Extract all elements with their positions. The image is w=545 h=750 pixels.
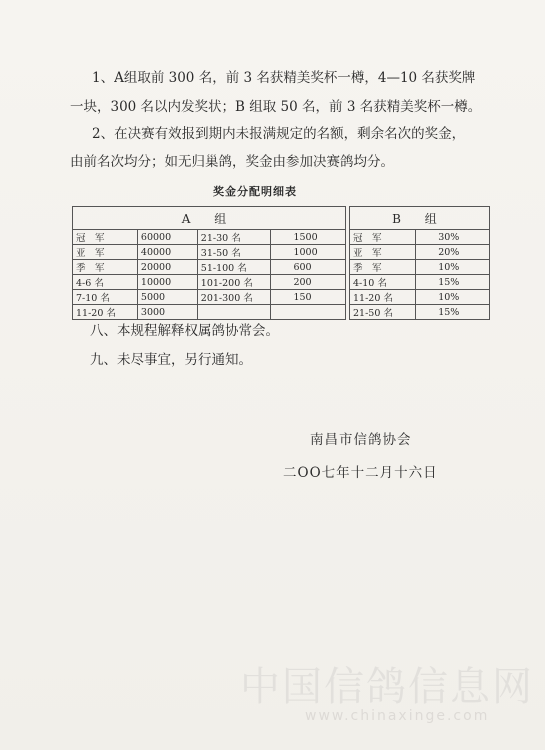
table-cell: 101-200 名 bbox=[197, 275, 271, 290]
table-cell: 11-20 名 bbox=[73, 305, 138, 320]
prize-table-group-a bbox=[72, 206, 346, 320]
table-cell: 20% bbox=[416, 245, 490, 260]
table-cell: 冠 军 bbox=[350, 230, 416, 245]
table-cell: 15% bbox=[416, 275, 490, 290]
table-row bbox=[73, 305, 346, 320]
table-cell: 60000 bbox=[137, 230, 197, 245]
table-row bbox=[350, 290, 490, 305]
table-cell: 11-20 名 bbox=[350, 290, 416, 305]
table-row bbox=[350, 275, 490, 290]
table-cell bbox=[197, 305, 271, 320]
paragraph-2-line-2: 由前名次均分；如无归巢鸽，奖金由参加决赛鸽均分。 bbox=[70, 154, 394, 170]
table-cell: 600 bbox=[271, 260, 346, 275]
table-cell: 4-10 名 bbox=[350, 275, 416, 290]
table-cell: 5000 bbox=[137, 290, 197, 305]
table-cell: 31-50 名 bbox=[197, 245, 271, 260]
group-b-header: B 组 bbox=[350, 207, 490, 230]
table-cell: 15% bbox=[416, 305, 490, 320]
table-cell: 40000 bbox=[137, 245, 197, 260]
table-cell: 51-100 名 bbox=[197, 260, 271, 275]
table-header-row bbox=[350, 207, 490, 230]
table-cell: 200 bbox=[271, 275, 346, 290]
table-cell: 30% bbox=[416, 230, 490, 245]
table-row bbox=[73, 290, 346, 305]
paragraph-1-line-1: 1、A组取前 300 名，前 3 名获精美奖杯一樽，4—10 名获奖牌 bbox=[92, 70, 476, 86]
table-cell: 10000 bbox=[137, 275, 197, 290]
table-cell: 7-10 名 bbox=[73, 290, 138, 305]
table-title: 奖金分配明细表 bbox=[213, 185, 297, 198]
watermark-logo: 中国信鸽信息网 bbox=[240, 664, 534, 710]
table-cell: 150 bbox=[271, 290, 346, 305]
table-row bbox=[350, 230, 490, 245]
paragraph-2-line-1: 2、在决赛有效报到期内未报满规定的名额，剩余名次的奖金， bbox=[92, 126, 466, 142]
table-cell: 冠 军 bbox=[73, 230, 138, 245]
table-cell: 201-300 名 bbox=[197, 290, 271, 305]
table-cell: 亚 军 bbox=[350, 245, 416, 260]
table-cell: 1000 bbox=[271, 245, 346, 260]
table-cell: 4-6 名 bbox=[73, 275, 138, 290]
paragraph-1-line-2: 一块，300 名以内发奖状；B 组取 50 名，前 3 名获精美奖杯一樽。 bbox=[70, 99, 482, 115]
table-cell: 20000 bbox=[137, 260, 197, 275]
table-cell: 3000 bbox=[137, 305, 197, 320]
table-cell: 季 军 bbox=[73, 260, 138, 275]
table-row bbox=[350, 260, 490, 275]
table-cell bbox=[271, 305, 346, 320]
watermark-url: www.chinaxinge.com bbox=[305, 708, 490, 724]
table-row bbox=[350, 245, 490, 260]
table-cell: 21-30 名 bbox=[197, 230, 271, 245]
table-cell: 季 军 bbox=[350, 260, 416, 275]
table-cell: 10% bbox=[416, 260, 490, 275]
table-cell: 亚 军 bbox=[73, 245, 138, 260]
table-row bbox=[73, 275, 346, 290]
signature-date: 二OO七年十二月十六日 bbox=[283, 465, 438, 481]
table-cell: 1500 bbox=[271, 230, 346, 245]
table-row bbox=[73, 245, 346, 260]
prize-table-group-b bbox=[349, 206, 490, 320]
table-row bbox=[350, 305, 490, 320]
table-row bbox=[73, 260, 346, 275]
table-cell: 10% bbox=[416, 290, 490, 305]
table-header-row bbox=[73, 207, 346, 230]
group-a-header: A 组 bbox=[73, 207, 346, 230]
signature-organization: 南昌市信鸽协会 bbox=[310, 432, 412, 448]
clause-9: 九、未尽事宜，另行通知。 bbox=[90, 352, 252, 368]
table-row bbox=[73, 230, 346, 245]
table-cell: 21-50 名 bbox=[350, 305, 416, 320]
clause-8: 八、本规程解释权属鸽协常会。 bbox=[90, 323, 279, 339]
